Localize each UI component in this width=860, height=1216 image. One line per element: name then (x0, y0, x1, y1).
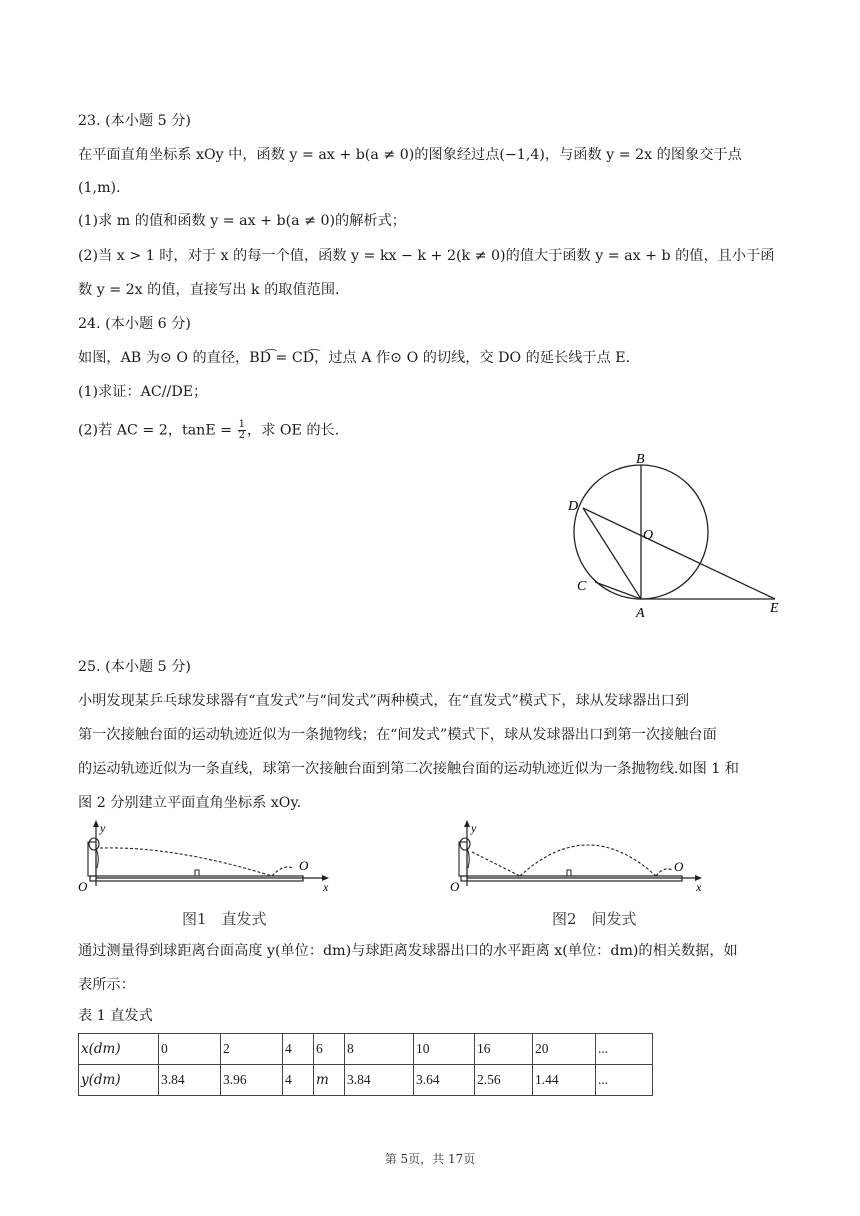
label-c: C (577, 579, 587, 594)
point-o-end: O (299, 858, 309, 873)
label-b: B (636, 452, 645, 467)
net (567, 870, 571, 876)
parabola-trajectory (520, 845, 656, 876)
q24-header: 24. (本小题 6 分) (78, 316, 191, 332)
q23-line1: 在平面直角坐标系 xOy 中，函数 y = ax + b(a ≠ 0)的图象经过点(−1,4)，与函数 y = 2x 的图象交于点 (78, 147, 742, 163)
fraction (238, 420, 246, 441)
circle-geometry-figure (560, 452, 790, 622)
table-row-x (79, 1034, 653, 1065)
x-axis-label: x (323, 880, 329, 894)
q25-line4: 图 2 分别建立平面直角坐标系 xOy. (78, 795, 302, 811)
label-d: D (568, 499, 579, 514)
y-axis-arrow (464, 820, 470, 827)
table-cell: 1.44 (533, 1065, 596, 1096)
table-title: 表 1 直发式 (78, 1008, 153, 1024)
serving-machine-head (89, 838, 99, 850)
row-label: y(dm) (79, 1065, 159, 1096)
y-axis-label: y (471, 821, 477, 835)
bounce-trajectory (272, 867, 293, 876)
q24-part2-post: ，求 OE 的长. (246, 422, 340, 439)
figure1-caption: 图1 直发式 (182, 910, 267, 928)
page-footer: 第 5页，共 17页 (384, 1152, 476, 1166)
label-o: O (643, 528, 654, 543)
q24-part2 (78, 420, 778, 441)
table-cell: 4 (283, 1034, 314, 1065)
row-label: x(dm) (79, 1034, 159, 1065)
table-cell: 3.84 (159, 1065, 221, 1096)
table-cell: m (314, 1065, 345, 1096)
y-axis-arrow (93, 820, 99, 827)
bounce-trajectory (656, 869, 672, 876)
table-cell: 2.56 (475, 1065, 533, 1096)
q25-line5: 通过测量得到球距离台面高度 y(单位：dm)与球距离发球器出口的水平距离 x(单位：dm)的相关数据，如 (78, 943, 738, 959)
figure2-caption: 图2 间发式 (552, 910, 637, 928)
q23-part2-line1: (2)当 x > 1 时，对于 x 的每一个值，函数 y = kx − k + 2(k ≠ 0)的值大于函数 y = ax + b 的值，且小于函 (78, 248, 775, 264)
net (195, 870, 199, 876)
table-cell: 0 (159, 1034, 221, 1065)
table-cell: 10 (414, 1034, 475, 1065)
parabola-trajectory (100, 848, 272, 876)
table-cell: ... (596, 1065, 653, 1096)
q23-part1: (1)求 m 的值和函数 y = ax + b(a ≠ 0)的解析式； (78, 213, 406, 229)
table-cell: 8 (345, 1034, 414, 1065)
q24-part1: (1)求证：AC//DE； (78, 384, 208, 400)
label-a: A (636, 606, 645, 621)
q23-line2: (1,m). (78, 180, 121, 196)
table-row-y (79, 1065, 653, 1096)
table-cell: ... (596, 1034, 653, 1065)
label-e: E (770, 601, 779, 616)
figure1-direct-serve (75, 818, 345, 896)
table-cell: 2 (221, 1034, 283, 1065)
fraction-numerator: 1 (238, 419, 245, 430)
origin-label: O (78, 879, 88, 894)
q23-part2-line2: 数 y = 2x 的值，直接写出 k 的取值范围. (78, 282, 340, 298)
table-cell: 6 (314, 1034, 345, 1065)
chord-ca (595, 582, 641, 599)
data-table (78, 1033, 653, 1096)
origin-label: O (450, 879, 460, 894)
q25-line2: 第一次接触台面的运动轨迹近似为一条抛物线；在“间发式”模式下，球从发球器出口到第一次接触台面 (78, 727, 717, 743)
q25-line6: 表所示： (78, 977, 135, 993)
fraction-denominator: 2 (238, 430, 245, 441)
point-o-end: O (674, 859, 684, 874)
figure2-interval-serve (450, 818, 715, 896)
q25-line1: 小明发现某乒乓球发球器有“直发式”与“间发式”两种模式，在“直发式”模式下，球从发球器出口到 (78, 693, 690, 709)
y-axis-label: y (100, 821, 106, 835)
q24-line1: 如图，AB 为⊙ O 的直径，BD͡ = CD͡，过点 A 作⊙ O 的切线，交 DO 的延长线于点 E. (78, 350, 631, 366)
table-cell: 3.96 (221, 1065, 283, 1096)
table-cell: 4 (283, 1065, 314, 1096)
table-cell: 3.64 (414, 1065, 475, 1096)
table-cell: 20 (533, 1034, 596, 1065)
q23-header: 23. (本小题 5 分) (78, 113, 191, 129)
serving-machine-head (460, 838, 470, 850)
q24-part2-pre: (2)若 AC = 2，tanE = (78, 422, 237, 439)
q25-line3: 的运动轨迹近似为一条直线，球第一次接触台面到第二次接触台面的运动轨迹近似为一条抛物线.如图 1 和 (78, 761, 739, 777)
table-cell: 3.84 (345, 1065, 414, 1096)
q25-header: 25. (本小题 5 分) (78, 659, 191, 675)
table-cell: 16 (475, 1034, 533, 1065)
x-axis-label: x (696, 880, 702, 894)
straight-trajectory (472, 852, 520, 876)
